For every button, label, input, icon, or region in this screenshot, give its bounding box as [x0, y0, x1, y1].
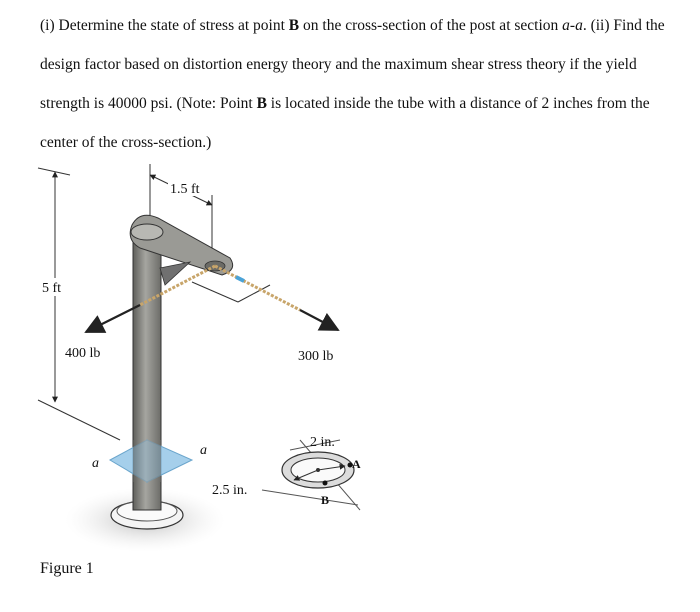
- note-point-ref: B: [256, 95, 267, 112]
- figure-caption: Figure 1: [40, 560, 94, 577]
- problem-text: [40, 6, 680, 162]
- figure-diagram: [0, 150, 700, 612]
- force-right-label: 300 lb: [298, 349, 334, 364]
- outer-dim-label: 2.5 in.: [212, 483, 248, 498]
- problem-text-1: (i) Determine the state of stress at point: [40, 17, 289, 34]
- problem-text-3: . (ii) Find the design factor based on distortion energy theory and the maximum shear stress theory if the yield strength is 40000 psi. (Note: Point: [40, 17, 665, 112]
- cross-section-detail: [212, 435, 361, 510]
- section-plane: [92, 440, 207, 482]
- projection-lines: [192, 282, 270, 302]
- height-dimension: [38, 168, 120, 440]
- force-left-label: 400 lb: [65, 346, 101, 361]
- force-400: [65, 305, 140, 361]
- section-label-right: a: [200, 443, 207, 458]
- dim-height-label: 5 ft: [42, 281, 62, 296]
- problem-text-4: is located inside the tube with a distance of 2 inches from the center of the cross-section.): [40, 95, 650, 151]
- force-300: [298, 310, 338, 364]
- problem-statement: [40, 6, 680, 162]
- point-a-label: A: [352, 457, 361, 471]
- point-b-marker: [323, 481, 328, 486]
- section-label-left: a: [92, 456, 99, 471]
- problem-text-2: on the cross-section of the post at section: [299, 17, 563, 34]
- section-ref: a-a: [562, 17, 583, 34]
- dim-arm-label: 1.5 ft: [170, 182, 200, 197]
- point-b-label: B: [321, 493, 330, 507]
- inner-dim-label: 2 in.: [310, 435, 335, 450]
- point-b-ref: B: [288, 17, 300, 34]
